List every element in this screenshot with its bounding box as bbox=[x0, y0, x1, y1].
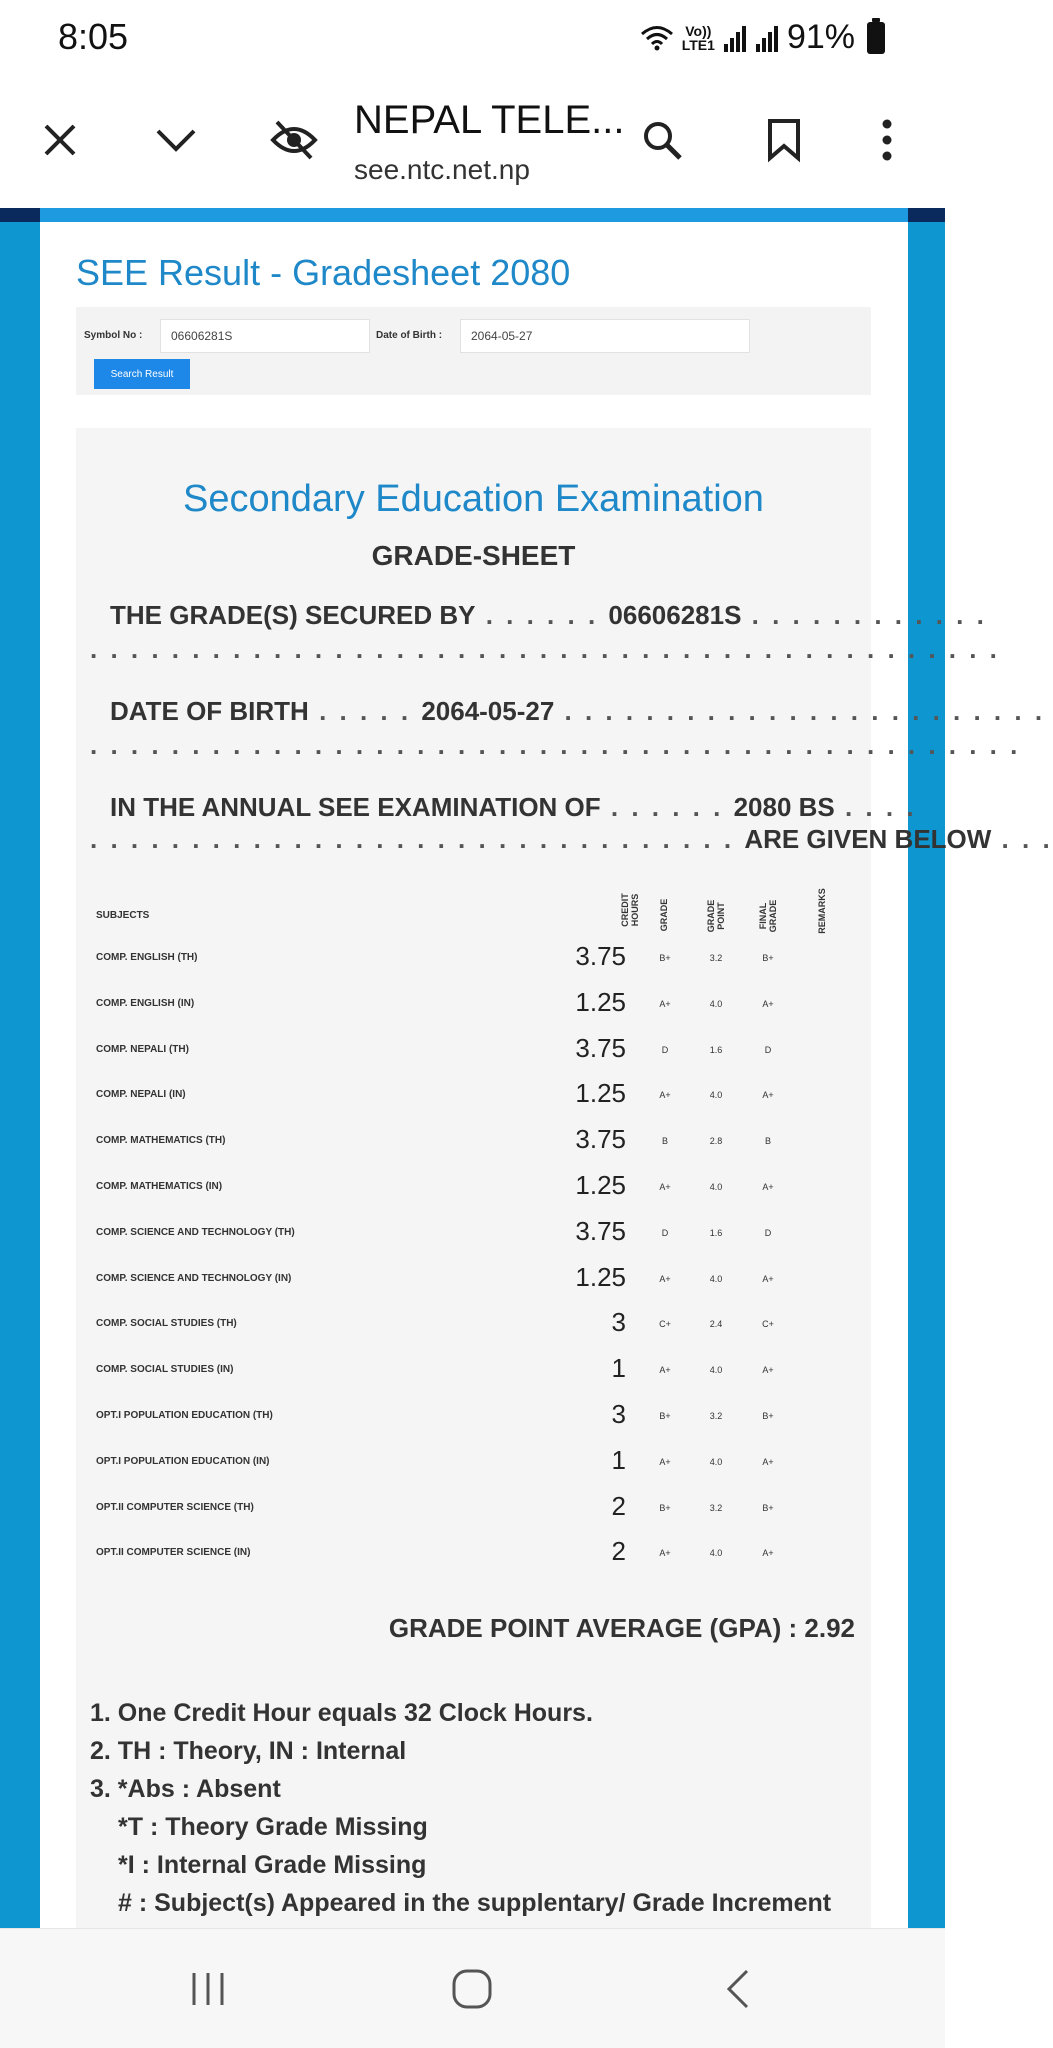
header-final-grade: FINAL GRADE bbox=[758, 899, 778, 933]
grade-cell: B+ bbox=[659, 1502, 671, 1513]
status-bar bbox=[0, 0, 945, 78]
notes bbox=[90, 1694, 831, 1922]
back-icon[interactable] bbox=[708, 1959, 768, 2019]
table-row bbox=[76, 1257, 871, 1303]
recent-apps-icon[interactable] bbox=[178, 1959, 238, 2019]
signal-icon-2 bbox=[755, 24, 779, 52]
symbol-label: Symbol No : bbox=[84, 330, 143, 341]
exam-year: 2080 BS bbox=[733, 792, 835, 822]
grade-point-cell: 2.8 bbox=[709, 1136, 723, 1147]
subject-cell: COMP. ENGLISH (IN) bbox=[96, 997, 195, 1009]
header-grade-point: GRADE POINT bbox=[706, 899, 726, 933]
credit-cell: 1.25 bbox=[575, 986, 626, 1017]
credit-cell: 1 bbox=[611, 1353, 626, 1384]
grade-cell: A+ bbox=[659, 1456, 671, 1467]
exam-line: IN THE ANNUAL SEE EXAMINATION OF . . . . . . 2080 BS . . . . bbox=[110, 792, 917, 822]
header-grade: GRADE bbox=[659, 898, 669, 932]
grade-cell: A+ bbox=[659, 1090, 671, 1101]
grade-point-cell: 1.6 bbox=[709, 1044, 723, 1055]
grade-point-cell: 4.0 bbox=[709, 1456, 723, 1467]
credit-cell: 3.75 bbox=[575, 941, 626, 971]
grade-cell: B+ bbox=[659, 1411, 671, 1421]
note-sub: *T : Theory Grade Missing bbox=[118, 1813, 428, 1841]
credit-cell: 3 bbox=[611, 1307, 626, 1338]
table-row bbox=[76, 936, 871, 982]
header-remarks: REMARKS bbox=[817, 888, 827, 934]
final-grade-cell: D bbox=[764, 1227, 772, 1238]
table-row bbox=[76, 1028, 871, 1074]
table-row bbox=[76, 1302, 871, 1348]
secured-line: THE GRADE(S) SECURED BY . . . . . . 06606281S . . . . . . . . . . . . bbox=[110, 600, 987, 630]
final-grade-cell: A+ bbox=[762, 1182, 774, 1192]
dob-label: Date of Birth : bbox=[376, 330, 443, 341]
credit-cell: 2 bbox=[611, 1490, 626, 1521]
grade-point-cell: 4.0 bbox=[709, 1090, 723, 1101]
subject-cell: OPT.I POPULATION EDUCATION (IN) bbox=[96, 1455, 270, 1467]
credit-cell: 1.25 bbox=[575, 1078, 626, 1109]
grade-cell: B bbox=[661, 1136, 668, 1147]
more-options-icon[interactable] bbox=[855, 108, 919, 172]
close-icon[interactable] bbox=[28, 108, 92, 172]
credit-cell: 3.75 bbox=[575, 1215, 626, 1246]
table-row bbox=[76, 1531, 871, 1577]
right-border bbox=[908, 222, 945, 1928]
grade-point-cell: 3.2 bbox=[709, 953, 723, 963]
top-rule-accent bbox=[40, 208, 908, 222]
grade-point-cell: 3.2 bbox=[709, 1411, 723, 1421]
grade-sheet-heading: GRADE-SHEET bbox=[371, 540, 576, 571]
final-grade-cell: B bbox=[764, 1136, 771, 1147]
subject-cell: COMP. NEPALI (IN) bbox=[96, 1089, 186, 1101]
subject-cell: COMP. SCIENCE AND TECHNOLOGY (IN) bbox=[96, 1272, 292, 1284]
table-row bbox=[76, 1119, 871, 1165]
subject-cell: COMP. MATHEMATICS (TH) bbox=[96, 1135, 226, 1147]
subject-cell: COMP. SOCIAL STUDIES (IN) bbox=[96, 1364, 234, 1376]
dotted-line: . . . . . . . . . . . . . . . . . . . . . . . . . . . . . . . . . . . . . . . . . . . . . . bbox=[90, 730, 1021, 760]
grade-sheet bbox=[76, 428, 1053, 1948]
credit-cell: 1.25 bbox=[575, 1170, 626, 1200]
dob-value: 2064-05-27 bbox=[421, 696, 555, 726]
lte-indicator: Vo)) LTE1 bbox=[681, 22, 715, 53]
search-form bbox=[76, 307, 871, 395]
subject-cell: COMP. ENGLISH (TH) bbox=[96, 952, 198, 963]
final-grade-cell: B+ bbox=[762, 1502, 774, 1513]
grade-point-cell: 4.0 bbox=[709, 1365, 723, 1376]
subject-cell: OPT.I POPULATION EDUCATION (TH) bbox=[96, 1410, 273, 1421]
dob-line: DATE OF BIRTH . . . . . 2064-05-27 . . . . . . . . . . . . . . . . . . . . . . . . bbox=[110, 696, 1046, 726]
final-grade-cell: A+ bbox=[762, 1273, 774, 1284]
bookmark-icon[interactable] bbox=[752, 108, 816, 172]
credit-cell: 1 bbox=[611, 1444, 626, 1475]
grade-point-cell: 1.6 bbox=[709, 1227, 723, 1238]
page-tab-title: NEPAL TELE... bbox=[354, 98, 625, 142]
final-grade-cell: A+ bbox=[762, 1548, 774, 1559]
final-grade-cell: A+ bbox=[762, 1365, 774, 1376]
grade-cell: B+ bbox=[659, 953, 671, 963]
credit-cell: 3 bbox=[611, 1399, 626, 1429]
grade-cell: A+ bbox=[659, 1182, 671, 1192]
final-grade-cell: A+ bbox=[762, 1090, 774, 1101]
final-grade-cell: D bbox=[764, 1044, 772, 1055]
system-nav-bar bbox=[0, 1928, 945, 2048]
note-sub: *I : Internal Grade Missing bbox=[118, 1851, 427, 1879]
subject-cell: COMP. NEPALI (TH) bbox=[96, 1043, 189, 1055]
subject-cell: COMP. SOCIAL STUDIES (TH) bbox=[96, 1318, 237, 1330]
table-row bbox=[76, 1394, 871, 1440]
subject-cell: OPT.II COMPUTER SCIENCE (TH) bbox=[96, 1501, 254, 1513]
battery-icon bbox=[867, 22, 885, 54]
eye-off-icon[interactable] bbox=[262, 108, 326, 172]
subject-cell: COMP. SCIENCE AND TECHNOLOGY (TH) bbox=[96, 1226, 295, 1238]
grade-point-cell: 4.0 bbox=[709, 1548, 723, 1559]
web-page bbox=[40, 222, 1053, 1928]
gpa-text: GRADE POINT AVERAGE (GPA) : 2.92 bbox=[388, 1613, 855, 1643]
grade-cell: D bbox=[661, 1227, 669, 1238]
grade-point-cell: 4.0 bbox=[709, 998, 723, 1009]
search-icon[interactable] bbox=[630, 108, 694, 172]
chevron-down-icon[interactable] bbox=[144, 108, 208, 172]
table-row bbox=[76, 1348, 871, 1394]
status-time: 8:05 bbox=[58, 16, 129, 57]
table-row bbox=[76, 1165, 871, 1211]
search-result-button[interactable]: Search Result bbox=[94, 359, 190, 389]
note: 2. TH : Theory, IN : Internal bbox=[90, 1737, 407, 1765]
header-credit-hours: CREDIT HOURS bbox=[620, 893, 640, 927]
final-grade-cell: B+ bbox=[762, 1411, 774, 1421]
credit-cell: 3.75 bbox=[575, 1124, 626, 1155]
credit-cell: 3.75 bbox=[575, 1032, 626, 1063]
symbol-input[interactable]: 06606281S bbox=[160, 319, 370, 353]
final-grade-cell: A+ bbox=[762, 998, 774, 1009]
status-icons bbox=[640, 18, 885, 57]
grade-cell: A+ bbox=[659, 1273, 671, 1284]
left-border bbox=[0, 222, 40, 1928]
page-title: SEE Result - Gradesheet 2080 bbox=[76, 252, 571, 293]
given-below-line: . . . . . . . . . . . . . . . . . . . . . . . . . . . . . . . . ARE GIVEN BELOW . . . bbox=[90, 824, 1053, 854]
battery-percent: 91% bbox=[786, 18, 855, 56]
credit-cell: 1.25 bbox=[575, 1261, 626, 1292]
grade-point-cell: 2.4 bbox=[709, 1319, 723, 1330]
signal-icon-1 bbox=[723, 24, 747, 52]
header-subjects: SUBJECTS bbox=[96, 910, 150, 921]
grade-cell: D bbox=[661, 1044, 669, 1055]
table-row bbox=[76, 1486, 871, 1532]
subject-cell: COMP. MATHEMATICS (IN) bbox=[96, 1181, 223, 1192]
dotted-line: . . . . . . . . . . . . . . . . . . . . . . . . . . . . . . . . . . . . . . . . . . . . . bbox=[90, 634, 1000, 664]
credit-cell: 2 bbox=[611, 1536, 626, 1567]
final-grade-cell: C+ bbox=[762, 1319, 774, 1330]
grade-cell: C+ bbox=[659, 1319, 671, 1330]
address-bar-url[interactable]: see.ntc.net.np bbox=[354, 154, 530, 185]
grade-point-cell: 3.2 bbox=[709, 1502, 723, 1513]
table-row bbox=[76, 1440, 871, 1486]
grade-point-cell: 4.0 bbox=[709, 1182, 723, 1192]
home-icon[interactable] bbox=[442, 1959, 502, 2019]
table-row bbox=[76, 1211, 871, 1257]
note-sub: # : Subject(s) Appeared in the supplentary/ Grade Increment bbox=[118, 1889, 832, 1917]
exam-title: Secondary Education Examination bbox=[183, 478, 764, 520]
wifi-icon bbox=[640, 24, 674, 52]
subject-cell: OPT.II COMPUTER SCIENCE (IN) bbox=[96, 1547, 251, 1559]
grade-cell: A+ bbox=[659, 1365, 671, 1376]
grade-cell: A+ bbox=[659, 1548, 671, 1559]
final-grade-cell: B+ bbox=[762, 953, 774, 963]
note: 1. One Credit Hour equals 32 Clock Hours. bbox=[90, 1699, 593, 1727]
note: 3. *Abs : Absent bbox=[90, 1775, 281, 1803]
secured-value: 06606281S bbox=[608, 600, 742, 630]
browser-toolbar bbox=[0, 78, 945, 208]
dob-input[interactable]: 2064-05-27 bbox=[460, 319, 750, 353]
table-row bbox=[76, 1073, 871, 1119]
grade-point-cell: 4.0 bbox=[709, 1273, 723, 1284]
grade-cell: A+ bbox=[659, 998, 671, 1009]
final-grade-cell: A+ bbox=[762, 1456, 774, 1467]
table-row bbox=[76, 982, 871, 1028]
